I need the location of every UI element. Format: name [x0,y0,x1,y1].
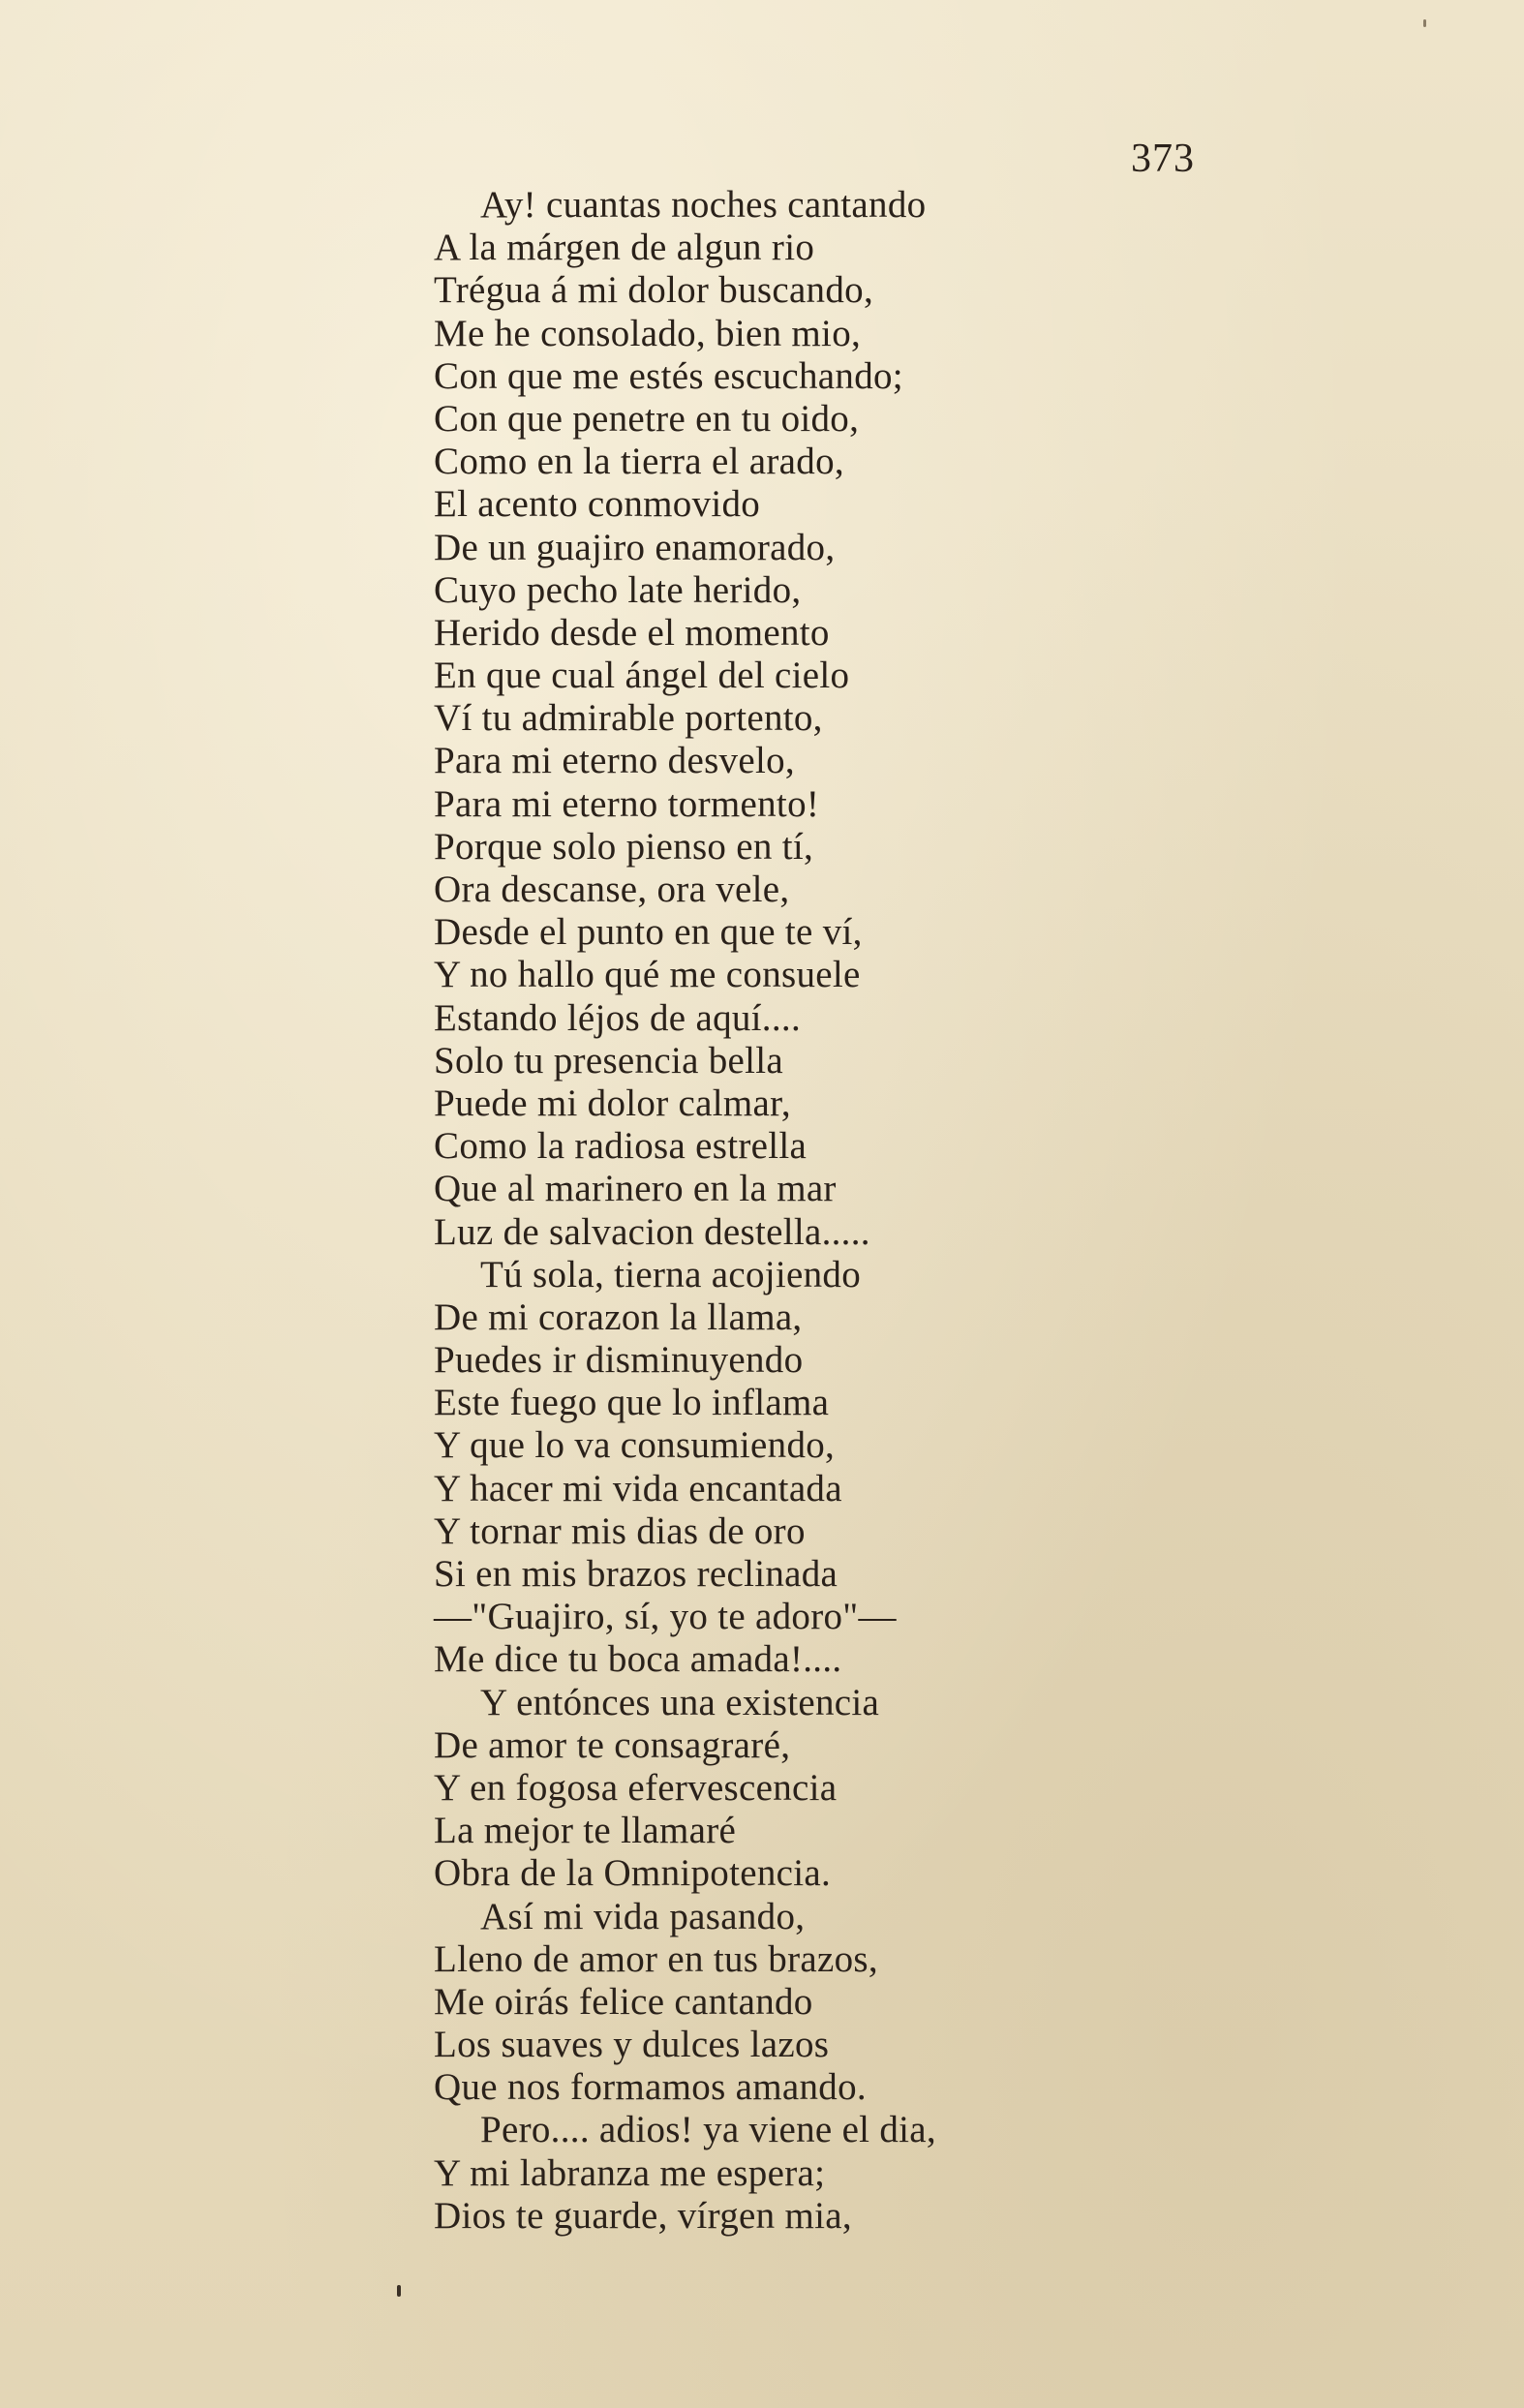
poem-line: Pero.... adios! ya viene el dia, [480,2109,936,2151]
ink-speck [1423,19,1426,27]
poem-line: Luz de salvacion destella..... [434,1210,870,1253]
poem-line: La mejor te llamaré [434,1810,737,1852]
page-number: 373 [1131,137,1195,181]
poem-line: Ora descanse, ora vele, [434,869,790,910]
poem-line: Y tornar mis dias de oro [434,1509,806,1552]
poem-line: A la márgen de algun rio [434,227,815,269]
poem-line: Y que lo va consumiendo, [434,1424,836,1467]
poem-line: De mi corazon la llama, [434,1295,803,1338]
poem-line: Y entónces una existencia [480,1681,880,1723]
poem-line: Herido desde el momento [434,611,830,654]
poem-line: Solo tu presencia bella [434,1039,784,1082]
poem-line: Ay! cuantas noches cantando [480,184,927,226]
poem-line: Me dice tu boca amada!.... [434,1638,842,1681]
poem-line: Y en fogosa efervescencia [434,1766,838,1809]
poem-line: Este fuego que lo inflama [434,1382,830,1424]
poem-line: Desde el punto en que te ví, [434,911,863,954]
poem-line: Y no hallo qué me consuele [434,954,861,996]
poem-text [434,184,1170,2238]
poem-line: Obra de la Omnipotencia. [434,1852,832,1895]
poem-line: —"Guajiro, sí, yo te adoro"— [434,1596,897,1638]
poem-line: Ví tu admirable portento, [434,697,823,740]
poem-line: Trégua á mi dolor buscando, [434,269,874,312]
poem-line: Que nos formamos amando. [434,2066,867,2109]
poem-line: Dios te guarde, vírgen mia, [434,2194,852,2237]
poem-line: De un guajiro enamorado, [434,526,836,568]
poem-line: Como en la tierra el arado, [434,441,844,483]
ink-speck [397,2285,401,2297]
poem-line: De amor te consagraré, [434,1723,791,1766]
poem-line: Con que me estés escuchando; [434,354,903,397]
poem-line: Puede mi dolor calmar, [434,1082,791,1124]
poem-line: Tú sola, tierna acojiendo [480,1253,862,1295]
poem-line: Estando léjos de aquí.... [434,996,802,1039]
poem-line: Que al marinero en la mar [434,1168,837,1210]
poem-line: Me he consolado, bien mio, [434,312,862,354]
poem-line: Como la radiosa estrella [434,1125,808,1168]
poem-line: Si en mis brazos reclinada [434,1553,838,1595]
poem-line: Y mi labranza me espera; [434,2151,826,2194]
poem-line: Me oirás felice cantando [434,1980,813,2023]
poem-line: En que cual ángel del cielo [434,655,850,697]
poem-line: Y hacer mi vida encantada [434,1467,842,1509]
poem-line: Los suaves y dulces lazos [434,2024,830,2066]
poem-line: Porque solo pienso en tí, [434,825,814,868]
poem-line: Para mi eterno tormento! [434,782,820,825]
poem-line: Lleno de amor en tus brazos, [434,1937,878,1980]
poem-line: El acento conmovido [434,483,761,526]
poem-line: Con que penetre en tu oido, [434,397,860,440]
poem-line: Para mi eterno desvelo, [434,740,795,782]
poem-line: Así mi vida pasando, [480,1895,806,1937]
poem-line: Puedes ir disminuyendo [434,1339,804,1382]
poem-line: Cuyo pecho late herido, [434,568,802,611]
